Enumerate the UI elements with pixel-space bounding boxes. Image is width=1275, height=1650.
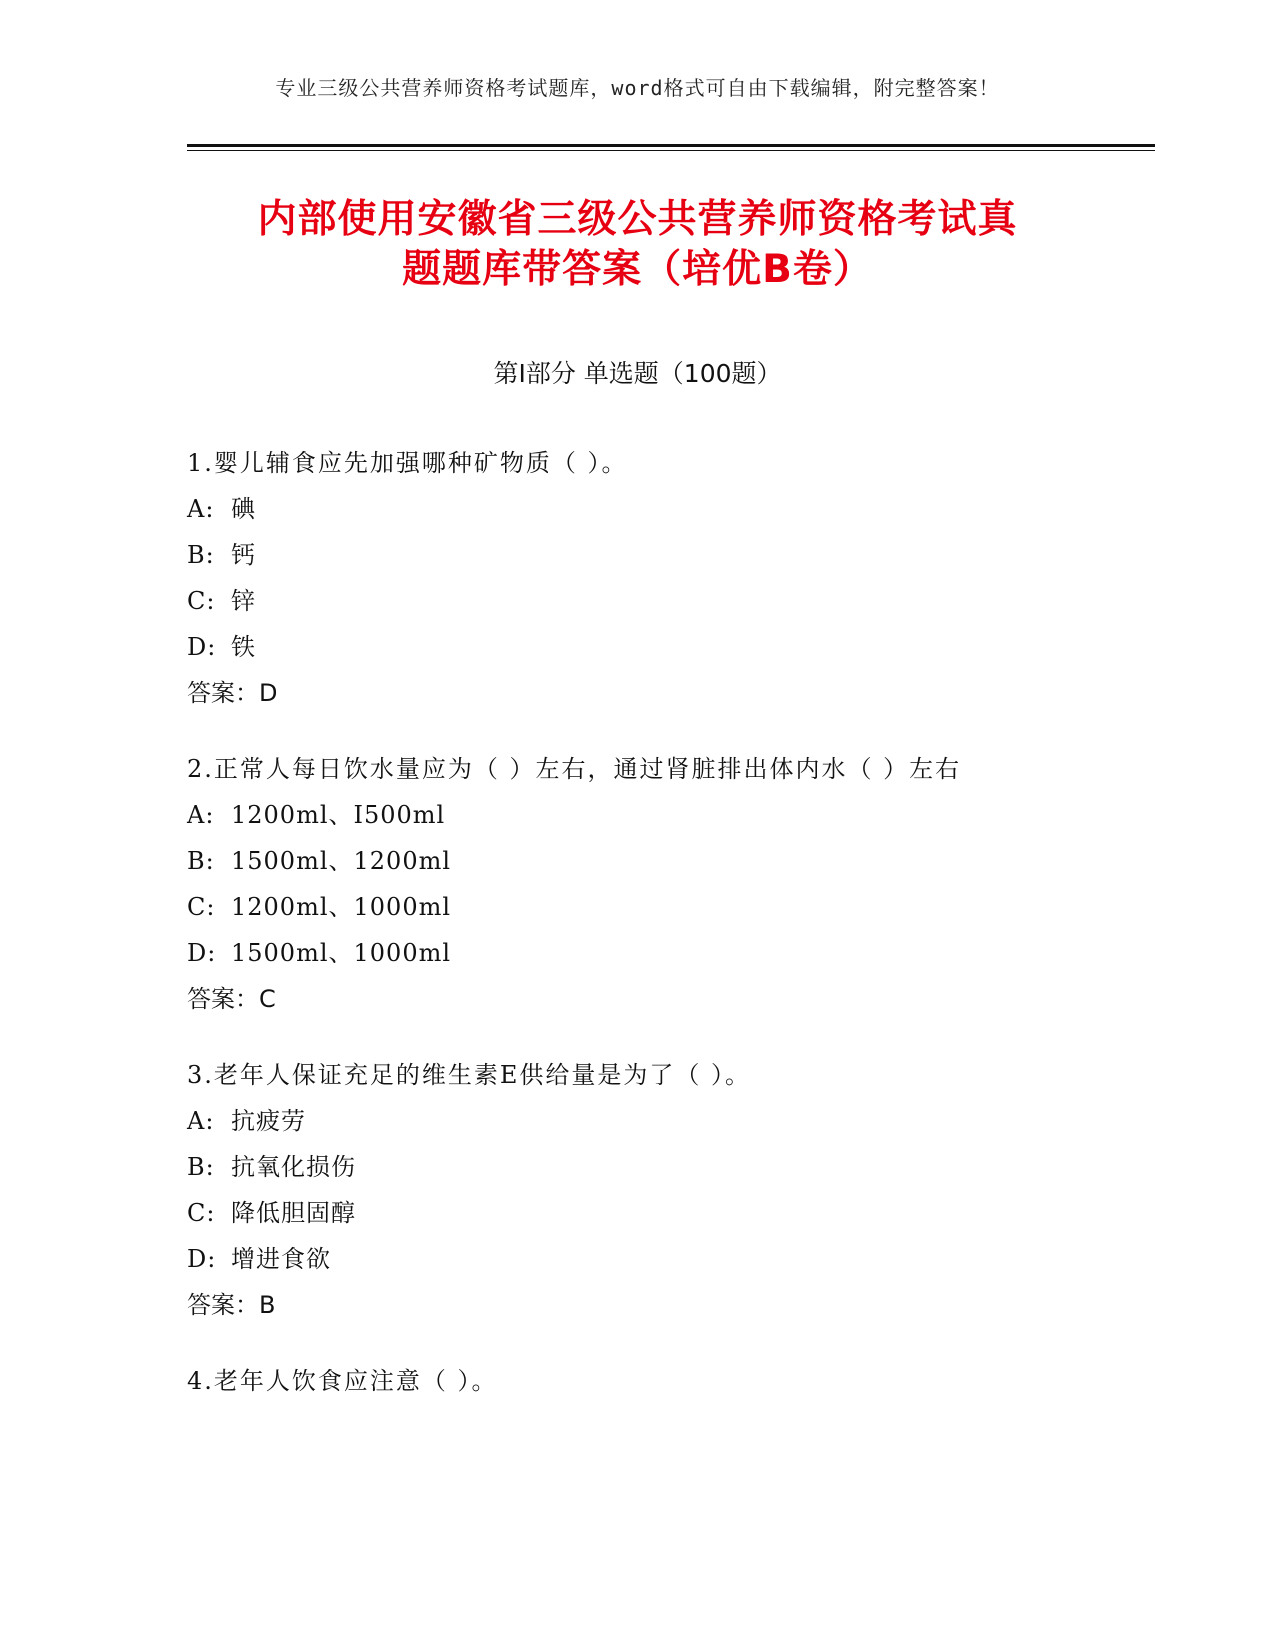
option-a (187, 792, 1007, 838)
answer-line: 答案：C (187, 985, 276, 1013)
option-letter: A: (187, 801, 215, 829)
option-c (187, 884, 1007, 930)
option-letter: D: (187, 939, 217, 967)
question-stem: 1.婴儿辅食应先加强哪种矿物质（ ）。 (187, 449, 628, 477)
question-4 (187, 1358, 1007, 1404)
option-d (187, 1236, 1007, 1282)
answer-line: 答案：B (187, 1291, 276, 1319)
question-list (187, 440, 1007, 1434)
option-text: 1500ml、1200ml (231, 847, 452, 875)
option-letter: D: (187, 1245, 217, 1273)
section-title: 第Ⅰ部分 单选题（100题） (493, 359, 782, 388)
option-c (187, 578, 1007, 624)
option-text: 1200ml、1000ml (231, 893, 452, 921)
option-text: 1500ml、1000ml (231, 939, 452, 967)
option-d (187, 930, 1007, 976)
option-text: 钙 (231, 541, 256, 569)
option-a (187, 1098, 1007, 1144)
option-letter: B: (187, 847, 215, 875)
option-c (187, 1190, 1007, 1236)
option-text: 增进食欲 (231, 1245, 331, 1273)
question-stem: 3.老年人保证充足的维生素E供给量是为了（ ）。 (187, 1061, 752, 1089)
option-text: 锌 (231, 587, 256, 615)
option-b (187, 838, 1007, 884)
option-letter: A: (187, 1107, 215, 1135)
option-a (187, 486, 1007, 532)
option-letter: C: (187, 1199, 216, 1227)
option-text: 降低胆固醇 (231, 1199, 356, 1227)
option-letter: B: (187, 1153, 215, 1181)
header-rule-thick (187, 144, 1155, 147)
title-line-1: 内部使用安徽省三级公共营养师资格考试真 (257, 197, 1018, 242)
answer-line: 答案：D (187, 679, 278, 707)
option-b (187, 532, 1007, 578)
option-text: 铁 (231, 633, 256, 661)
header-note: 专业三级公共营养师资格考试题库，word格式可自由下载编辑，附完整答案！ (275, 76, 1000, 100)
question-stem: 2.正常人每日饮水量应为（ ）左右，通过肾脏排出体内水（ ）左右 (187, 755, 962, 783)
option-text: 抗氧化损伤 (231, 1153, 356, 1181)
option-letter: C: (187, 587, 216, 615)
option-text: 抗疲劳 (231, 1107, 306, 1135)
option-text: 碘 (231, 495, 256, 523)
question-3 (187, 1052, 1007, 1328)
document-title (140, 195, 1135, 295)
header-rule-thin (187, 150, 1155, 151)
option-letter: D: (187, 633, 217, 661)
question-2 (187, 746, 1007, 1022)
option-d (187, 624, 1007, 670)
option-b (187, 1144, 1007, 1190)
option-letter: B: (187, 541, 215, 569)
title-line-2: 题题库带答案（培优B卷） (402, 247, 873, 292)
option-letter: C: (187, 893, 216, 921)
question-stem: 4.老年人饮食应注意（ ）。 (187, 1367, 498, 1395)
option-letter: A: (187, 495, 215, 523)
option-text: 1200ml、I500ml (231, 801, 446, 829)
question-1 (187, 440, 1007, 716)
